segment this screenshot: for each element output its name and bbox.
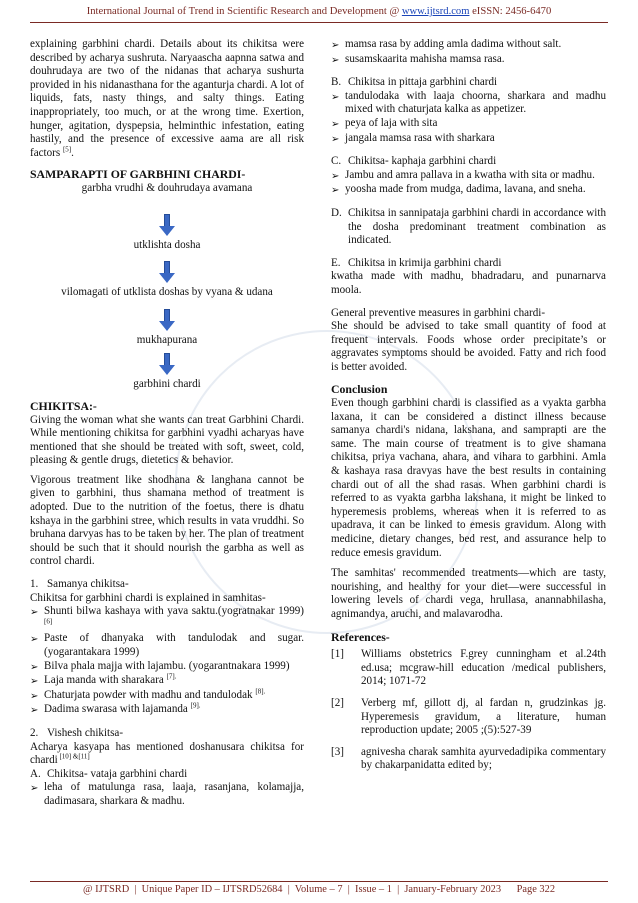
right-column [331,38,606,773]
vishesh-intro: Acharya kasyapa has mentioned doshanusara chikitsa for chardi [10] &[11] [30,740,304,767]
list-item: ➢ leha of matulunga rasa, laaja, rasanjana, kolamajja, dadimasara, sharkara & madhu. [30,781,304,807]
intro-paragraph: explaining garbhini chardi. Details about its chikitsa were described by acharya sushruta. Naryaascha aapnna satwa and douhrudaya are two of the nidanas that acharya sushurta provided in his nidanasthana for the aganturja chardi. A lot of liquids, fats, nasty things, and salty things. Eating inappropriately, too much, or at the wrong time. Exertion, hunger, agitation, dyspepsia, helminthic infestation, eating hastily, and the presence of excessive aama are all risk factors [5]. [30,38,304,159]
conclusion-heading: Conclusion [331,382,388,397]
down-arrow-icon [162,353,172,375]
down-arrow-icon [162,214,172,236]
samprapti-flow [30,182,304,392]
down-arrow-icon [162,261,172,283]
vishesh-heading: 2. Vishesh chikitsa- [30,726,124,739]
list-item: ➢ yoosha made from mudga, dadima, lavana, and sneha. [331,183,586,197]
list-item: ➢ peya of laja with sita [331,116,438,130]
samanya-intro: Chikitsa for garbhini chardi is explained in samhitas- [30,591,266,604]
list-item: ➢ Shunti bilwa kashaya with yava saktu.(yogratnakar 1999)[6] [30,605,304,632]
krimija-heading: E. Chikitsa in krimija garbhini chardi [331,256,502,269]
header-suffix: eISSN: 2456-6470 [469,6,552,17]
samanya-heading: 1. Samanya chikitsa- [30,578,129,591]
flow-step: utklishta dosha [133,238,201,251]
arrow-bullet-icon: ➢ [30,783,39,795]
list-item: ➢ mamsa rasa by adding amla dadima without salt. [331,38,562,51]
arrow-bullet-icon: ➢ [331,170,340,182]
arrow-bullet-icon: ➢ [331,118,340,130]
list-item: ➢ Chaturjata powder with madhu and tandulodak $^{[8].}$ [30,687,266,702]
kaphaja-heading: C. Chikitsa- kaphaja garbhini chardi [331,155,497,168]
list-item: ➢ Bilva phala majja with lajambu. (yogarantnakara 1999) [30,659,290,673]
arrow-bullet-icon: ➢ [30,607,39,619]
sannipataja-item: D. Chikitsa in sannipataja garbhini chardi in accordance with the dosha predominant treatment combination as indicated. [331,206,606,247]
preventive-title: General preventive measures in garbhini chardi- [331,306,546,319]
conclusion-paragraph-2: The samhitas' recommended treatments—which are tasty, nourishing, and healthy for your diet—were successful in lowering levels of chardi vega, hrullasa, anannabhilasha, agnimandya, aruchi, and malavarodha. [331,567,606,620]
journal-link[interactable]: www.ijtsrd.com [401,6,470,17]
list-item: ➢ jangala mamsa rasa with sharkara [331,131,495,145]
list-item: ➢ susamskaarita mahisha mamsa rasa. [331,52,505,66]
arrow-bullet-icon: ➢ [331,40,340,51]
arrow-bullet-icon: ➢ [30,690,39,702]
down-arrow-icon [162,309,172,331]
arrow-bullet-icon: ➢ [30,661,39,673]
reference-item: [3] agnivesha charak samhita ayurvedadipika commentary by chakarpanidatta edited by; [331,745,606,772]
header-rule [30,22,608,23]
chikitsa-heading: CHIKITSA:- [30,398,97,413]
arrow-bullet-icon: ➢ [30,676,39,688]
list-item: ➢ Jambu and amra pallava in a kwatha with sita or madhu. [331,168,595,182]
arrow-bullet-icon: ➢ [30,705,39,717]
krimija-text: kwatha made with madhu, bhadradaru, and punarnarva moola. [331,270,606,296]
flow-step: garbha vrudhi & douhrudaya avamana [81,181,253,194]
reference-item: [1] Williams obstetrics F.grey cunningham et al.24th ed.usa; mcgraw-hill education /medical publishers, 2014; 1071-72 [331,648,606,688]
arrow-bullet-icon: ➢ [331,185,340,197]
footer-rule [30,881,608,882]
conclusion-paragraph-1: Even though garbhini chardi is classified as a vyakta garbha laxana, it can be considered a distinct illness because samanya chardi's nidana, lakshana, and samprapti are the same. The main course of treatment is to give shamana chikitsa, priya vachana, ahara, and vihara to garbhini. Amla & kashaya rasa dravyas have the best results in containing chardi out of all the shad rasas. When garbhini chardi is referred to as vyakta garbha lakshana, it might be linked to hyperemesis problems, whereas when it is referred to as upadrava, it can be linked to emesis gravidum. Along with medicine, dietary changes, bed rest, and assurance help to reduce emesis gravidum. [331,397,606,559]
pittaja-heading: B. Chikitsa in pittaja garbhini chardi [331,76,498,89]
chikitsa-paragraph-2: Vigorous treatment like shodhana & langhana cannot be given to garbhini, thus shamana method of treatment is adopted. Due to the nutrition of the foetus, there is dhatu kshaya in the garbhini stree, which results in vata vruddhi. So bruhana darvyas has to be taken by her. The plan of treatment should be such that it should nourish the garbha as well as control chardi. [30,473,304,568]
page-footer: @ IJTSRD | Unique Paper ID – IJTSRD52684 | Volume – 7 | Issue – 1 | January-February 2023 Page 322 [82,884,556,895]
preventive-text: She should be advised to take small quantity of food at frequent intervals. Foods whose order precipitate’s or aggravates symptoms should be avoided. Fatty and rich food is better avoided. [331,320,606,373]
arrow-bullet-icon: ➢ [331,54,340,66]
arrow-bullet-icon: ➢ [331,133,340,145]
flow-step: mukhapurana [136,333,198,346]
samprapti-heading: SAMPARAPTI OF GARBHINI CHARDI- [30,167,246,182]
list-item: ➢ Paste of dhanyaka with tandulodak and sugar.(yogarantakara 1999) [30,632,304,658]
references-heading: References- [331,629,390,644]
list-item: ➢ tandulodaka with laaja choorna, sharkara and madhu mixed with chaturjata kalka as appetizer. [331,89,606,116]
flow-step: garbhini chardi [133,378,201,391]
vataja-heading: A. Chikitsa- vataja garbhini chardi [30,767,188,780]
list-item: ➢ Dadima swarasa with lajamanda $^{[9].}$ [30,701,201,717]
arrow-bullet-icon: ➢ [30,634,39,646]
journal-header [0,6,638,17]
header-prefix: International Journal of Trend in Scientific Research and Development @ [86,6,402,17]
reference-item: [2] Verberg mf, gillott dj, al fardan n, grudzinkas jg. Hyperemesis gravidum, a literature, human reproduction update; 2005 ;(5):527-39 [331,696,606,737]
list-item: ➢ Laja manda with sharakara $^{[7].}$ [30,672,177,688]
left-column [30,38,304,809]
chikitsa-paragraph-1: Giving the woman what she wants can treat Garbhini Chardi. While mentioning chikitsa for garbhini vyadhi acharyas have mentioned that she should be treated with soft, sweet, cold, pleasing & gentle drugs, dietetics & behavior. [30,413,304,467]
flow-step: vilomagati of utklista doshas by vyana & udana [61,286,273,299]
arrow-bullet-icon: ➢ [331,91,340,103]
